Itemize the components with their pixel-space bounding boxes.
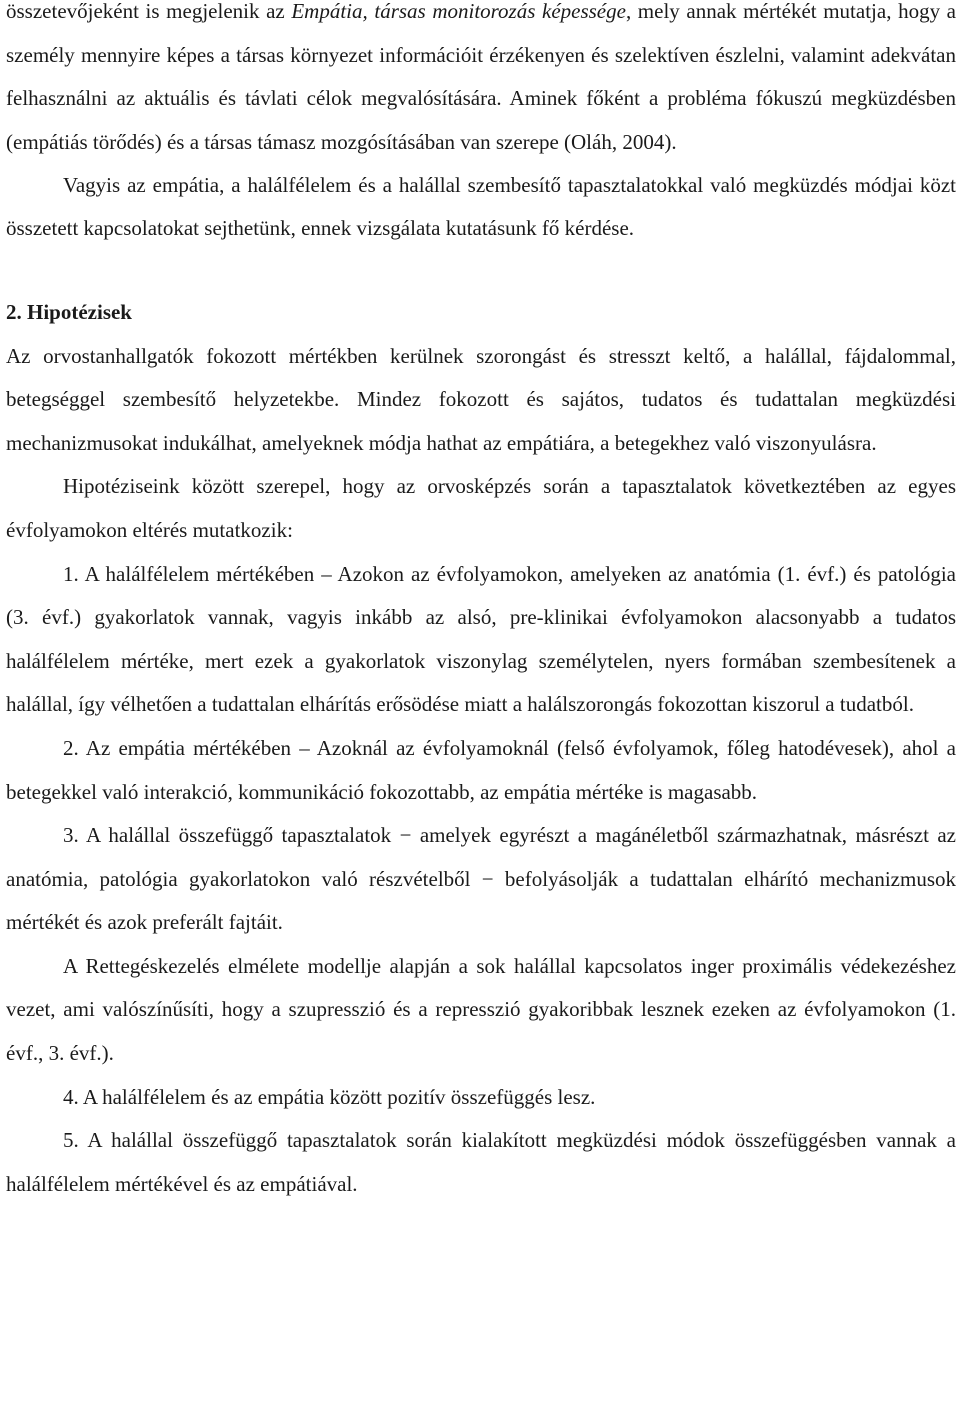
paragraph-text: , mely annak mértékét mutatja, hogy a személy mennyire képes a társas környezet információit érzékenyen és szelektíven észlelni, valamint adekvátan felhasználni az aktuális és távlati célok megvalósítására. Aminek főként a probléma fókuszú megküzdésben (empátiás törődés) és a társas támasz mozgósításában van szerepe (Oláh, 2004). bbox=[6, 0, 956, 154]
hypothesis-item-3: 3. A halállal összefüggő tapasztalatok − amelyek egyrészt a magánéletből származhatnak, másrészt az anatómia, patológia gyakorlatokon való részvételből − befolyásolják a tudattalan elhárító mechanizmusok mértékét és azok preferált fajtáit. bbox=[6, 823, 956, 935]
hypothesis-item-5: 5. A halállal összefüggő tapasztalatok során kialakított megküzdési módok összefüggésben vannak a halálfélelem mértékével és az empátiával. bbox=[6, 1128, 956, 1196]
section-heading-hypotheses: 2. Hipotézisek bbox=[6, 299, 132, 324]
section-spacer bbox=[6, 251, 956, 291]
hypothesis-item-4: 4. A halálfélelem és az empátia között pozitív összefüggés lesz. bbox=[63, 1084, 596, 1109]
hypothesis-item-2: 2. Az empátia mértékében – Azoknál az évfolyamoknál (felső évfolyamok, főleg hatodévesek), ahol a betegekkel való interakció, kommunikáció fokozottabb, az empátia mértéke is magasabb. bbox=[6, 735, 956, 804]
paragraph-students-stress: Az orvostanhallgatók fokozott mértékben kerülnek szorongást és stresszt keltő, a halállal, fájdalommal, betegséggel szembesítő helyzetekbe. Mindez fokozott és sajátos, tudatos és tudattalan megküzdési mechanizmusokat indukálhat, amelyeknek módja hathat az empátiára, a betegekhez való viszonyulásra. bbox=[6, 343, 956, 455]
document-page bbox=[6, 0, 956, 1206]
italic-term: Empátia, társas monitorozás képessége bbox=[291, 0, 626, 23]
paragraph-terror-management: A Rettegéskezelés elmélete modellje alapján a sok halállal kapcsolatos inger proximális védekezéshez vezet, ami valószínűsíti, hogy a szupresszió és a represszió gyakoribbak lesznek ezeken az évfolyamokon (1. évf., 3. évf.). bbox=[6, 953, 956, 1066]
hypothesis-item-1: 1. A halálfélelem mértékében – Azokon az évfolyamokon, amelyeken az anatómia (1. évf.) és patológia (3. évf.) gyakorlatok vannak, vagyis inkább az alsó, pre-klinikai évfolyamokon alacsonyabb a tudatos halálfélelem mértéke, mert ezek a gyakorlatok viszonylag személytelen, nyers formában szembesítenek a halállal, így vélhetően a tudattalan elhárítás erősödése miatt a halálszorongás fokozottan kiszorul a tudatból. bbox=[6, 561, 956, 717]
paragraph-hypotheses-intro: Hipotéziseink között szerepel, hogy az orvosképzés során a tapasztalatok következtében az egyes évfolyamokon eltérés mutatkozik: bbox=[6, 474, 956, 542]
paragraph-text: összetevőjeként is megjelenik az bbox=[6, 0, 292, 23]
paragraph-research-question: Vagyis az empátia, a halálfélelem és a halállal szembesítő tapasztalatokkal való megküzdés módjai közt összetett kapcsolatokat sejthetünk, ennek vizsgálata kutatásunk fő kérdése. bbox=[6, 172, 956, 241]
paragraph-empathy-component bbox=[6, 0, 956, 164]
